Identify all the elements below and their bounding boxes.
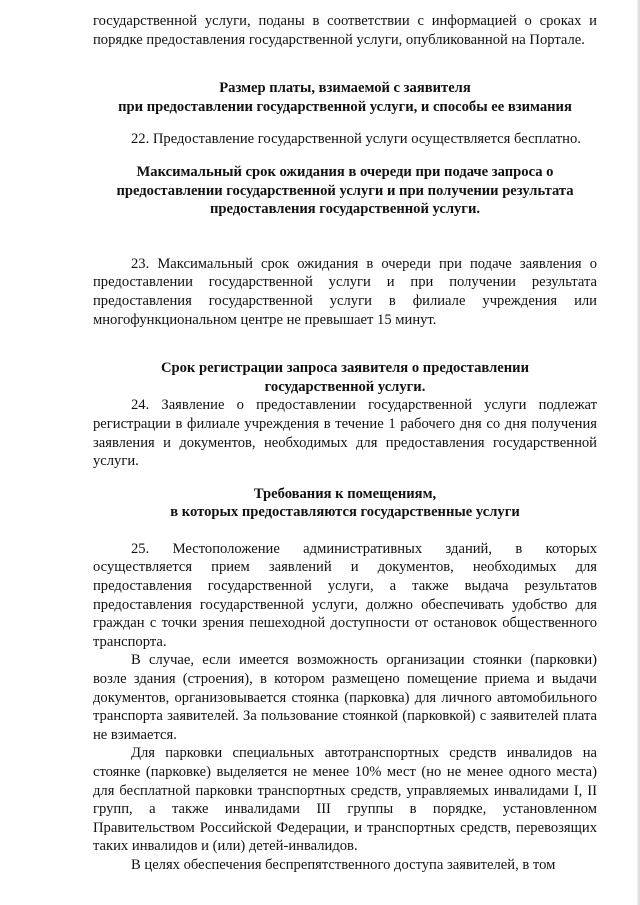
document-body bbox=[93, 12, 597, 875]
premises-heading-line-2: в которых предоставляются государственные услуги bbox=[170, 504, 520, 521]
intro-paragraph: государственной услуги, поданы в соответствии с информацией о сроках и порядке предоставления государственной услуги, опубликованной на Портале. bbox=[93, 13, 597, 48]
registration-heading bbox=[93, 359, 597, 396]
paragraph-access: В целях обеспечения беспрепятственного доступа заявителей, в том bbox=[131, 856, 556, 873]
paragraph-24: 24. Заявление о предоставлении государственной услуги подлежат регистрации в филиале учреждения в течение 1 рабочего дня со дня получения заявления и документов, необходимых для предоставления государственной услуги. bbox=[93, 397, 597, 470]
fee-heading-line-1: Размер платы, взимаемой с заявителя bbox=[219, 80, 471, 97]
queue-heading-line-2: предоставлении государственной услуги и при получении результата bbox=[116, 182, 574, 199]
registration-heading-line-2: государственной услуги. bbox=[264, 378, 426, 395]
premises-heading bbox=[93, 485, 597, 522]
paragraph-25: 25. Местоположение административных зданий, в которых осуществляется прием заявлений и документов, необходимых для предоставления государственной услуги, а также выдача результатов предоставления государственной услуги, должно обеспечивать удобство для граждан с точки зрения пешеходной доступности от остановок общественного транспорта. bbox=[93, 540, 597, 650]
queue-heading-line-3: предоставления государственной услуги. bbox=[209, 201, 480, 218]
registration-heading-line-1: Срок регистрации запроса заявителя о предоставлении bbox=[160, 360, 529, 377]
paragraph-23: 23. Максимальный срок ожидания в очереди при подаче заявления о предоставлении государственной услуги и при получении результата предоставления государственной услуги в филиале учреждения или многофункциональном центре не превышает 15 минут. bbox=[93, 255, 597, 328]
queue-heading bbox=[93, 163, 597, 219]
fee-heading-line-2: при предоставлении государственной услуги, и способы ее взимания bbox=[118, 98, 572, 115]
paragraph-disabled-parking: Для парковки специальных автотранспортных средств инвалидов на стоянке (парковке) выделяется не менее 10% мест (но не менее одного места) для бесплатной парковки транспортных средств, управляемых инвалидами I, II групп, а также инвалидами III группы в порядке, установленном Правительством Российской Федерации, и транспортных средств, перевозящих таких инвалидов и (или) детей-инвалидов. bbox=[93, 745, 597, 855]
premises-heading-line-1: Требования к помещениям, bbox=[253, 485, 437, 502]
fee-heading bbox=[93, 79, 597, 116]
queue-heading-line-1: Максимальный срок ожидания в очереди при подаче запроса о bbox=[136, 163, 554, 180]
paragraph-22: 22. Предоставление государственной услуги осуществляется бесплатно. bbox=[131, 131, 581, 148]
paragraph-parking: В случае, если имеется возможность организации стоянки (парковки) возле здания (строения), в котором размещено помещение приема и выдачи документов, организовывается стоянка (парковка) для личного автомобильного транспорта заявителей. За пользование стоянкой (парковкой) с заявителей плата не взимается. bbox=[93, 652, 597, 743]
